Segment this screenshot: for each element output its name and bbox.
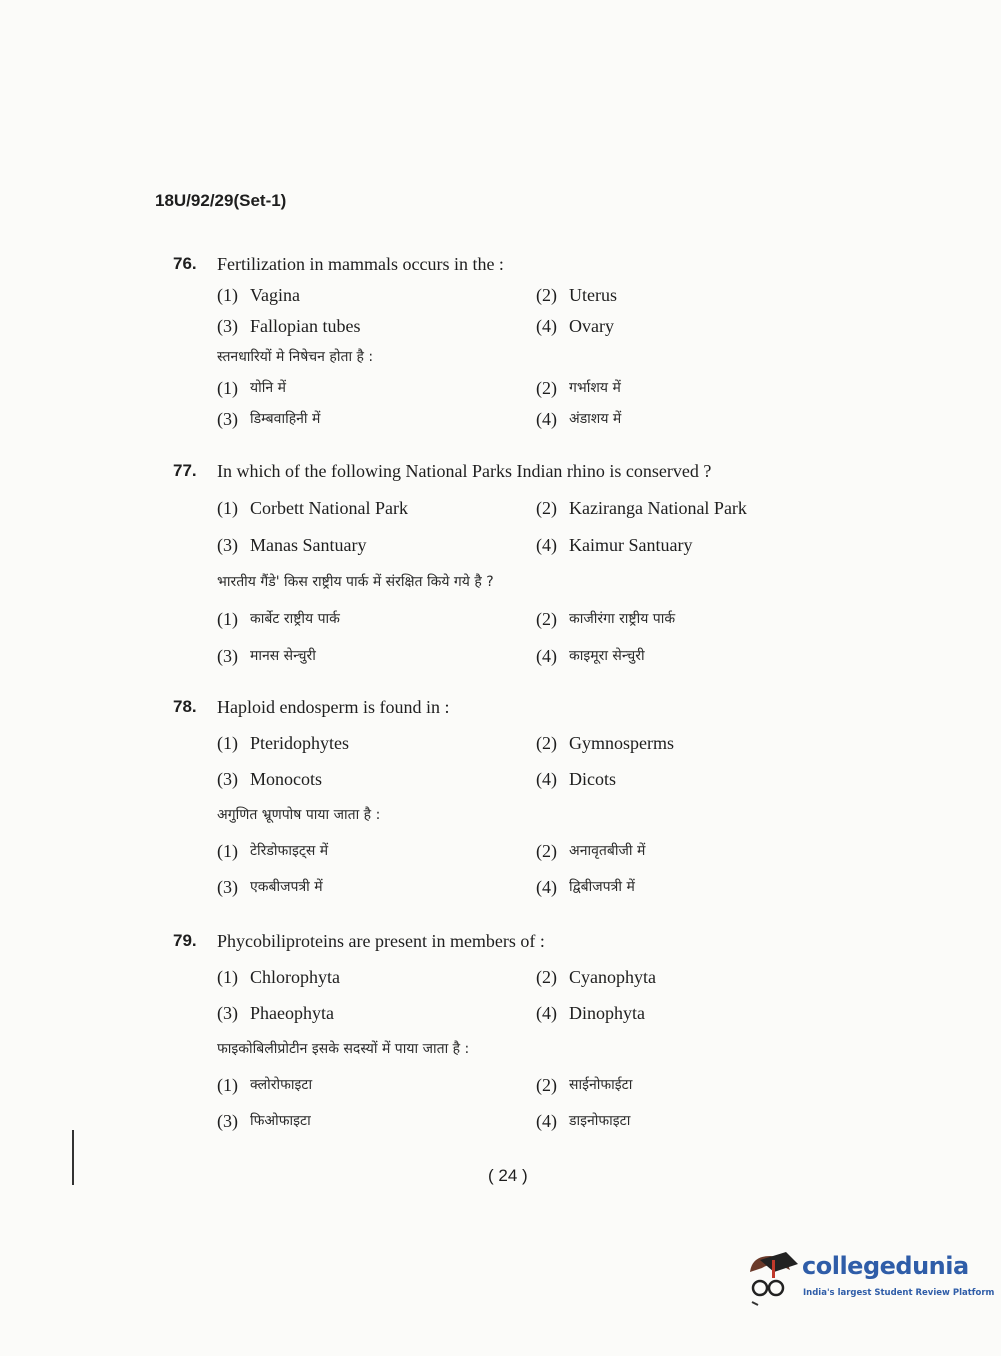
option-number: (1) [217, 498, 238, 518]
option-text: Kaziranga National Park [569, 498, 747, 518]
option-text-hindi: योनि में [250, 380, 286, 396]
option-number: (1) [217, 733, 238, 753]
question-text-hindi: फाइकोबिलीप्रोटीन इसके सदस्यों में पाया जाता है : [217, 1041, 470, 1057]
paper-code: 18U/92/29(Set-1) [155, 191, 287, 210]
option-number: (4) [536, 646, 557, 666]
option-text: Cyanophyta [569, 967, 656, 987]
option-text: Gymnosperms [569, 733, 674, 753]
logo-tagline: India's largest Student Review Platform [803, 1288, 995, 1298]
option-text: Corbett National Park [250, 498, 408, 518]
option-text-hindi: कार्बेट राष्ट्रीय पार्क [250, 611, 340, 627]
option-text-hindi: साईनोफाईटा [569, 1077, 633, 1093]
option-number: (3) [217, 535, 238, 555]
question-text-hindi: अगुणित भ्रूणपोष पाया जाता है : [217, 807, 381, 823]
option-number: (3) [217, 769, 238, 789]
option-number: (4) [536, 409, 557, 429]
option-text-hindi: द्विबीजपत्री में [569, 879, 635, 895]
question-number: 77. [173, 461, 197, 480]
option-number: (4) [536, 1111, 557, 1131]
question-number: 76. [173, 254, 197, 273]
option-text: Phaeophyta [250, 1003, 334, 1023]
option-text: Dinophyta [569, 1003, 645, 1023]
option-text: Dicots [569, 769, 616, 789]
option-text-hindi: फिओफाइटा [250, 1113, 311, 1129]
question-block [173, 460, 813, 682]
option-text-hindi: डाइनोफाइटा [569, 1113, 631, 1129]
option-number: (2) [536, 378, 557, 398]
option-number: (1) [217, 1075, 238, 1095]
question-text-hindi: स्तनधारियों मे निषेचन होता है : [217, 349, 374, 365]
option-number: (2) [536, 841, 557, 861]
page-number: ( 24 ) [488, 1166, 528, 1185]
option-text: Pteridophytes [250, 733, 349, 753]
option-number: (4) [536, 1003, 557, 1023]
option-text: Ovary [569, 316, 614, 336]
option-number: (4) [536, 769, 557, 789]
option-number: (4) [536, 535, 557, 555]
option-number: (2) [536, 733, 557, 753]
option-number: (3) [217, 316, 238, 336]
option-number: (2) [536, 967, 557, 987]
question-block [173, 696, 813, 912]
option-text-hindi: डिम्बवाहिनी में [250, 411, 321, 427]
option-text: Vagina [250, 285, 300, 305]
option-text-hindi: अनावृतबीजी में [569, 843, 646, 859]
option-text-hindi: एकबीजपत्री में [250, 879, 323, 895]
option-number: (2) [536, 609, 557, 629]
option-text: Chlorophyta [250, 967, 340, 987]
option-number: (1) [217, 609, 238, 629]
option-number: (1) [217, 285, 238, 305]
option-text-hindi: क्लोरोफाइटा [250, 1077, 313, 1093]
option-number: (4) [536, 877, 557, 897]
question-text: Phycobiliproteins are present in members of : [217, 931, 545, 951]
option-number: (3) [217, 877, 238, 897]
option-number: (1) [217, 841, 238, 861]
option-number: (3) [217, 646, 238, 666]
option-text-hindi: टेरिडोफाइट्स में [250, 843, 329, 859]
option-text: Fallopian tubes [250, 316, 361, 336]
option-number: (1) [217, 967, 238, 987]
option-number: (2) [536, 285, 557, 305]
option-number: (3) [217, 409, 238, 429]
logo-brand-text: collegedunia [802, 1252, 969, 1280]
question-number: 79. [173, 931, 197, 950]
option-number: (2) [536, 1075, 557, 1095]
option-text-hindi: मानस सेन्चुरी [250, 648, 316, 664]
question-text: Fertilization in mammals occurs in the : [217, 254, 504, 274]
option-number: (4) [536, 316, 557, 336]
mascot-icon [742, 1250, 800, 1310]
question-text: Haploid endosperm is found in : [217, 697, 450, 717]
option-number: (2) [536, 498, 557, 518]
option-number: (3) [217, 1003, 238, 1023]
question-text: In which of the following National Parks Indian rhino is conserved ? [217, 461, 712, 481]
option-text-hindi: काइमूरा सेन्चुरी [569, 648, 645, 664]
option-number: (1) [217, 378, 238, 398]
question-block [173, 930, 813, 1146]
option-text-hindi: गर्भाशय में [569, 380, 621, 396]
option-text-hindi: काजीरंगा राष्ट्रीय पार्क [569, 611, 676, 627]
question-block [173, 253, 813, 439]
question-text-hindi: भारतीय गैंडे' किस राष्ट्रीय पार्क में संरक्षित किये गये है ? [217, 574, 494, 590]
question-number: 78. [173, 697, 197, 716]
option-text: Kaimur Santuary [569, 535, 693, 555]
option-text: Uterus [569, 285, 617, 305]
option-text-hindi: अंडाशय में [569, 411, 622, 427]
option-number: (3) [217, 1111, 238, 1131]
margin-line [72, 1130, 74, 1185]
collegedunia-logo [742, 1250, 995, 1310]
option-text: Monocots [250, 769, 322, 789]
option-text: Manas Santuary [250, 535, 367, 555]
